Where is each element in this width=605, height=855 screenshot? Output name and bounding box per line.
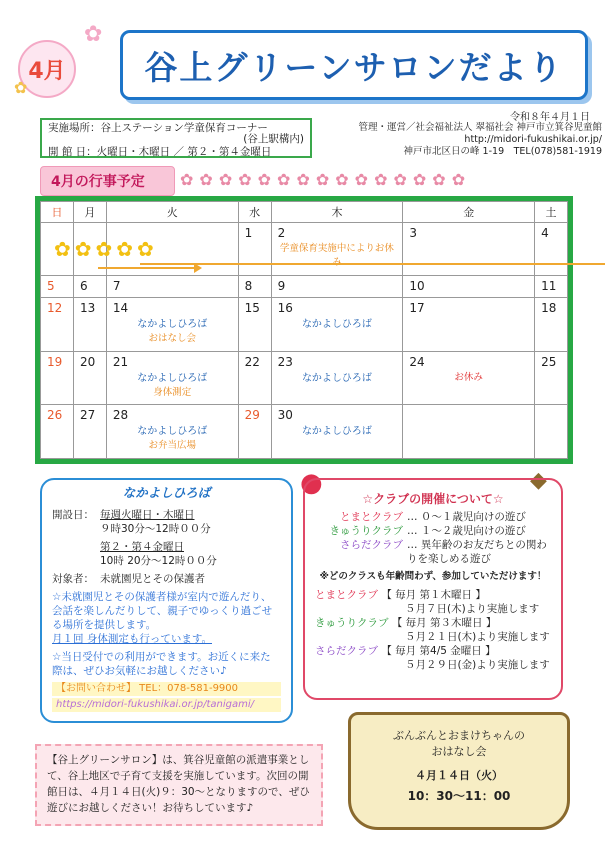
- nakayoshi-url[interactable]: https://midori-fukushikai.or.jp/tanigami/: [52, 698, 281, 712]
- calendar-header-row: [41, 202, 568, 223]
- calendar-day: [41, 298, 74, 352]
- calendar-week: [41, 405, 568, 459]
- tomato-icon: ●: [300, 468, 323, 498]
- weekday-header: 日: [41, 202, 74, 223]
- day-number: 7: [112, 278, 121, 293]
- flower-icon: ✿: [84, 22, 103, 47]
- flower-row-icon: ✿✿✿✿✿✿✿✿✿✿✿✿✿✿✿: [180, 170, 472, 189]
- calendar-day: [238, 275, 271, 298]
- r3-desc: … 異年齢のお友だちとの関わりを楽しめる遊び: [407, 539, 547, 565]
- day-number: 23: [277, 354, 293, 369]
- day-event: なかよしひろば: [301, 319, 372, 331]
- day-event: 学童保育実施中によりお休: [279, 243, 394, 254]
- notice-box: 【谷上グリーンサロン】は、箕谷児童館の派遣事業として、谷上地区で子育て支援を実施しています。次回の開館日は、４月１４日(火)９：30～となりますので、ぜひ遊びにお越しください！お待ちしています♪: [35, 744, 323, 826]
- vegetable-basket-icon: ◆: [530, 468, 547, 493]
- target: 未就園児とその保護者: [100, 573, 205, 585]
- day-event: なかよしひろば: [301, 372, 372, 384]
- weekday-header: 木: [271, 202, 403, 223]
- day-event-detail: おはなし会: [148, 333, 196, 345]
- book-title1: ぶんぶんとおまけちゃんの: [393, 729, 525, 742]
- calendar: [35, 196, 573, 464]
- calendar-day: [271, 223, 403, 276]
- calendar-day: [535, 351, 568, 405]
- day-number: 25: [541, 354, 557, 369]
- arrow-icon: [140, 263, 605, 265]
- note2: ☆当日受付での利用ができます。お近くに来た際は、ぜひお気軽にお越しください♪: [52, 651, 271, 677]
- day-number: 20: [79, 354, 96, 369]
- nakayoshi-title: なかよしひろば: [122, 485, 211, 500]
- day2: 第２・第４金曜日: [100, 541, 184, 553]
- calendar-day: [238, 405, 271, 459]
- day-number: 1: [244, 226, 253, 240]
- time1: ９時30分～12時００分: [100, 523, 211, 535]
- page-title: 谷上グリーンサロンだより: [120, 30, 588, 100]
- calendar-day: [106, 405, 238, 459]
- calendar-day: [535, 298, 568, 352]
- day-number: 10: [409, 278, 425, 293]
- day-label: 開設日：: [52, 509, 94, 521]
- day1: 毎週火曜日・木曜日: [100, 509, 195, 521]
- nakayoshi-box: [40, 478, 293, 723]
- day-number: 12: [47, 301, 63, 316]
- day-number: 28: [112, 408, 129, 423]
- club-title: ☆クラブの開催について☆: [362, 492, 504, 506]
- day-number: 21: [112, 354, 129, 369]
- time2: 10時 20分～12時００分: [100, 555, 217, 567]
- weekday-header: 月: [73, 202, 106, 223]
- day-event: なかよしひろば: [137, 319, 208, 331]
- calendar-day: [535, 223, 568, 276]
- day-number: 18: [541, 301, 557, 316]
- day-event: なかよしひろば: [137, 372, 208, 384]
- r1-desc: … ０～１歳児向けの遊び: [407, 511, 526, 523]
- org-address: 神戸市北区日の峰 1-19 TEL(078)581-1919: [403, 146, 602, 157]
- storytime-book: [348, 712, 570, 830]
- calendar-week: [41, 351, 568, 405]
- calendar-day: [106, 275, 238, 298]
- day-number: 11: [541, 278, 557, 293]
- s1-sched: 【 毎月 第１木曜日 】: [381, 589, 486, 601]
- book-time: 10：30～11：00: [407, 789, 511, 803]
- day-number: 6: [79, 278, 88, 293]
- day-number: 3: [409, 226, 417, 240]
- s3-name: さらだクラブ: [315, 645, 378, 657]
- contact: 【お問い合わせ】 TEL：078-581-9900: [52, 682, 281, 696]
- r3-name: さらだクラブ: [340, 539, 403, 551]
- calendar-day: [271, 275, 403, 298]
- calendar-day: [41, 275, 74, 298]
- calendar-day: [73, 275, 106, 298]
- issue-date: 令和８年４月１日: [510, 112, 590, 123]
- calendar-day: [106, 298, 238, 352]
- calendar-week: [41, 275, 568, 298]
- calendar-day: [271, 405, 403, 459]
- calendar-day: [403, 275, 535, 298]
- s3-sched: 【 毎月 第4/5 金曜日 】: [381, 645, 496, 657]
- calendar-day: [271, 298, 403, 352]
- s2-sched: 【 毎月 第３木曜日 】: [391, 617, 497, 629]
- calendar-day: [271, 351, 403, 405]
- calendar-day: [73, 405, 106, 459]
- day-number: 13: [79, 301, 96, 316]
- calendar-day: [403, 298, 535, 352]
- day-number: 19: [47, 354, 63, 369]
- calendar-day: [403, 351, 535, 405]
- day-number: 5: [47, 278, 55, 293]
- day-number: 30: [277, 408, 293, 423]
- day-event: なかよしひろば: [301, 426, 372, 438]
- note1b: 月１回 身体測定も行っています。: [52, 633, 212, 645]
- day-number: 2: [277, 226, 286, 240]
- weekday-header: 金: [403, 202, 535, 223]
- calendar-day: [238, 351, 271, 405]
- day-event: お休み: [454, 371, 483, 383]
- day-number: 4: [541, 226, 549, 240]
- weekday-header: 火: [106, 202, 238, 223]
- butterfly-icon: ✿: [14, 78, 28, 97]
- weekday-header: 土: [535, 202, 568, 223]
- day-number: 22: [244, 354, 260, 369]
- calendar-day: [535, 275, 568, 298]
- s3-date: ５月２９日(金)より実施します: [405, 659, 550, 671]
- s2-name: きゅうりクラブ: [315, 617, 389, 629]
- calendar-day: [238, 298, 271, 352]
- book-date: ４月１４日（火）: [415, 769, 503, 782]
- day-event-detail: 身体測定: [153, 386, 192, 398]
- day-number: 29: [244, 408, 260, 423]
- day-event: なかよしひろば: [137, 426, 208, 438]
- day-number: 8: [244, 278, 253, 293]
- day-number: 24: [409, 354, 425, 369]
- r2-desc: … １～２歳児向けの遊び: [407, 525, 526, 537]
- s1-name: とまとクラブ: [315, 589, 378, 601]
- club-box: [303, 478, 563, 700]
- events-title: 4月の行事予定: [40, 166, 175, 196]
- day-number: 9: [277, 278, 286, 293]
- day-event-detail: お弁当広場: [148, 440, 196, 452]
- calendar-day: [41, 405, 74, 459]
- s1-date: ５月７日(木)より実施します: [405, 603, 540, 615]
- calendar-day: [73, 351, 106, 405]
- r2-name: きゅうりクラブ: [329, 525, 403, 537]
- day-number: 14: [112, 301, 129, 316]
- arrow-icon: [98, 267, 200, 269]
- day-number: 17: [409, 301, 425, 316]
- s2-date: ５月２１日(木)より実施します: [405, 631, 550, 643]
- day-number: 26: [47, 408, 63, 423]
- venue-line: 実施場所：谷上ステーション学童保育コーナー: [48, 122, 268, 134]
- month-badge: 4月: [18, 40, 76, 98]
- target-label: 対象者：: [52, 573, 94, 585]
- calendar-week: [41, 298, 568, 352]
- calendar-day: [73, 298, 106, 352]
- day-number: 16: [277, 301, 293, 316]
- venue-sub: (谷上駅構内): [243, 133, 304, 145]
- club-note: ※どのクラスも年齢問わず、参加していただけます！: [319, 571, 547, 582]
- calendar-day: [535, 405, 568, 459]
- opening-days: 開 館 日：火曜日・木曜日 ／ 第２・第４金曜日: [48, 146, 272, 158]
- book-title2: おはなし会: [431, 745, 487, 758]
- day-number: 27: [79, 408, 96, 423]
- calendar-day: [238, 223, 271, 276]
- org-url[interactable]: http://midori-fukushikai.or.jp/: [464, 134, 602, 145]
- calendar-day: [403, 223, 535, 276]
- weekday-header: 水: [238, 202, 271, 223]
- organization-info: [312, 122, 602, 158]
- calendar-day: [41, 351, 74, 405]
- r1-name: とまとクラブ: [340, 511, 403, 523]
- calendar-day: [403, 405, 535, 459]
- org-line1: 管理・運営／社会福祉法人 翠福社会 神戸市立箕谷児童館: [358, 122, 602, 133]
- note1: ☆未就園児とその保護者様が室内で遊んだり、会話を楽しんだりして、親子でゆっくり過ごせる場所を提供します。: [52, 591, 273, 631]
- calendar-day: [106, 351, 238, 405]
- venue-info: [40, 118, 312, 158]
- day-number: 15: [244, 301, 260, 316]
- sunflower-row-icon: ✿✿✿✿✿: [54, 237, 158, 261]
